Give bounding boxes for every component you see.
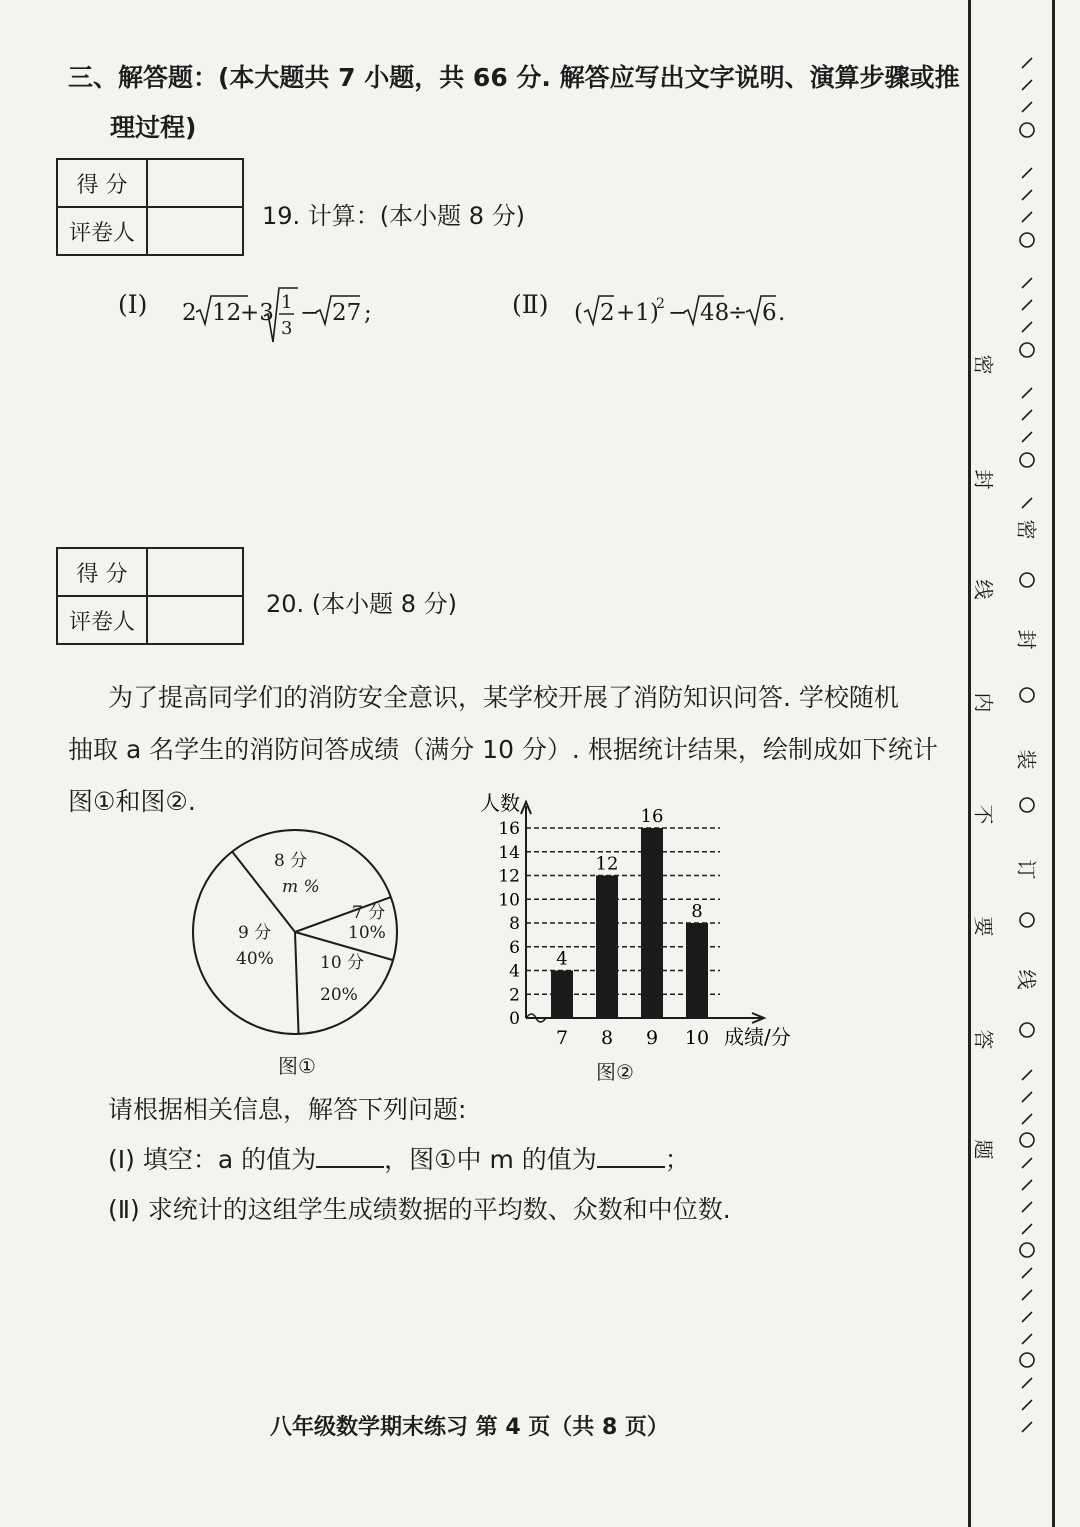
- grader-label: 评卷人: [57, 596, 147, 644]
- score-box-q20: [56, 547, 244, 645]
- bar-value-8: 12: [595, 853, 619, 875]
- binding-char-right-4: 线: [1014, 969, 1039, 990]
- binding-slash-8: [1022, 322, 1032, 332]
- ytick-16: 16: [498, 819, 520, 839]
- score-box-q19: [56, 158, 244, 256]
- binding-slash-6: [1022, 278, 1032, 288]
- part1-label: (Ⅰ): [118, 290, 148, 319]
- svg-text:−: −: [668, 300, 688, 326]
- binding-circle-10: [1020, 1243, 1034, 1257]
- bar-7: [551, 971, 573, 1019]
- score-cell[interactable]: [147, 548, 243, 596]
- binding-slash-7: [1022, 300, 1032, 310]
- ytick-0: 0: [509, 1009, 520, 1029]
- svg-text:+3: +3: [240, 300, 274, 326]
- binding-char-left-4: 不: [971, 804, 996, 825]
- bar-8: [596, 876, 618, 1019]
- binding-char-left-3: 内: [971, 692, 996, 713]
- svg-text:12: 12: [212, 300, 242, 326]
- binding-line-left: [968, 0, 971, 1527]
- svg-text:(: (: [574, 300, 583, 326]
- binding-char-right-2: 装: [1014, 749, 1039, 770]
- binding-slash-22: [1022, 1312, 1032, 1322]
- answer-blank-m[interactable]: [597, 1146, 665, 1168]
- binding-char-right-3: 订: [1014, 859, 1039, 880]
- binding-char-left-1: 封: [971, 469, 996, 490]
- binding-circle-3: [1020, 453, 1034, 467]
- binding-slash-23: [1022, 1334, 1032, 1344]
- binding-circle-8: [1020, 1023, 1034, 1037]
- ytick-14: 14: [498, 842, 520, 863]
- binding-char-left-2: 线: [971, 579, 996, 600]
- svg-text:1: 1: [281, 292, 293, 313]
- score-cell[interactable]: [147, 159, 243, 207]
- q20-para-line1: 为了提高同学们的消防安全意识，某学校开展了消防知识问答. 学校随机: [108, 683, 899, 712]
- svg-text:6: 6: [762, 300, 777, 326]
- binding-slash-19: [1022, 1224, 1032, 1234]
- binding-slash-25: [1022, 1400, 1032, 1410]
- bar-chart: [470, 786, 820, 1056]
- binding-slash-11: [1022, 432, 1032, 442]
- binding-char-left-5: 要: [971, 916, 996, 937]
- svg-text:3: 3: [281, 318, 293, 339]
- sub1-text-c: ；: [664, 1145, 690, 1174]
- binding-slash-15: [1022, 1114, 1032, 1124]
- binding-slash-4: [1022, 190, 1032, 200]
- binding-slash-10: [1022, 410, 1032, 420]
- grader-cell[interactable]: [147, 207, 243, 255]
- bar-axes: [498, 802, 764, 1049]
- bar-ylabel: 人数: [480, 791, 520, 815]
- xtick-7: 7: [555, 1027, 569, 1049]
- svg-text:2: 2: [656, 296, 665, 312]
- pie-caption: 图①: [278, 1054, 316, 1078]
- binding-char-right-0: 密: [1014, 519, 1039, 540]
- binding-circle-7: [1020, 913, 1034, 927]
- q20-para-line2: 抽取 a 名学生的消防问答成绩（满分 10 分）. 根据统计结果，绘制成如下统计: [68, 735, 938, 764]
- binding-slash-24: [1022, 1378, 1032, 1388]
- bar-xlabel: 成绩/分: [724, 1025, 791, 1049]
- q19-title: 19. 计算：(本小题 8 分): [262, 202, 526, 230]
- sub1-text-b: ，图①中 m 的值为: [384, 1145, 597, 1174]
- binding-slash-13: [1022, 1070, 1032, 1080]
- binding-circle-9: [1020, 1133, 1034, 1147]
- q19-part2-formula: [572, 282, 792, 342]
- page-footer: 八年级数学期末练习 第 4 页（共 8 页）: [270, 1415, 669, 1440]
- svg-text:+1): +1): [616, 300, 659, 326]
- pie-value-10: 20%: [320, 985, 358, 1005]
- pie-label-7: 7 分: [352, 903, 386, 923]
- pie-label-8: 8 分: [274, 851, 308, 871]
- binding-circle-4: [1020, 573, 1034, 587]
- binding-slash-3: [1022, 168, 1032, 178]
- binding-slash-9: [1022, 388, 1032, 398]
- svg-text:;: ;: [364, 300, 372, 326]
- bar-value-9: 16: [640, 806, 664, 827]
- xtick-9: 9: [645, 1027, 659, 1049]
- bar-value-10: 8: [691, 901, 703, 922]
- svg-text:−: −: [300, 300, 320, 326]
- pie-label-9: 9 分: [238, 923, 272, 943]
- q20-sub1: [108, 1140, 690, 1176]
- ytick-4: 4: [509, 961, 520, 982]
- binding-slash-2: [1022, 102, 1032, 112]
- binding-circle-2: [1020, 343, 1034, 357]
- binding-circle-11: [1020, 1353, 1034, 1367]
- section-title-cont: 理过程): [110, 113, 197, 142]
- binding-slash-26: [1022, 1422, 1032, 1432]
- binding-slash-21: [1022, 1290, 1032, 1300]
- q19-part2: [512, 290, 549, 319]
- xtick-8: 8: [600, 1027, 614, 1049]
- q20-sub2: (Ⅱ) 求统计的这组学生成绩数据的平均数、众数和中位数.: [108, 1195, 731, 1224]
- binding-slash-17: [1022, 1180, 1032, 1190]
- section-title: 三、解答题：(本大题共 7 小题，共 66 分. 解答应写出文字说明、演算步骤或推: [68, 63, 960, 92]
- binding-slash-16: [1022, 1158, 1032, 1168]
- binding-slash-5: [1022, 212, 1032, 222]
- svg-text:48: 48: [700, 300, 730, 326]
- pie-label-10: 10 分: [320, 953, 365, 973]
- grader-cell[interactable]: [147, 596, 243, 644]
- pie-value-8: m %: [282, 877, 320, 897]
- binding-line-right: [1052, 0, 1055, 1527]
- binding-dash-column: [1012, 50, 1042, 1450]
- ytick-10: 10: [498, 890, 520, 911]
- svg-text:2: 2: [600, 300, 615, 326]
- bar-marks: [551, 806, 708, 1018]
- score-label: 得 分: [57, 159, 147, 207]
- ytick-8: 8: [509, 914, 520, 934]
- svg-text:.: .: [778, 300, 786, 326]
- binding-circle-0: [1020, 123, 1034, 137]
- binding-char-left-0: 密: [971, 354, 996, 375]
- binding-slash-20: [1022, 1268, 1032, 1278]
- binding-slash-14: [1022, 1092, 1032, 1102]
- binding-circle-1: [1020, 233, 1034, 247]
- bar-9: [641, 828, 663, 1018]
- binding-slash-12: [1022, 498, 1032, 508]
- grader-label: 评卷人: [57, 207, 147, 255]
- binding-char-left-7: 题: [971, 1139, 996, 1160]
- binding-char-right-1: 封: [1014, 629, 1039, 650]
- q20-para-line3: 图①和图②.: [68, 787, 196, 816]
- binding-slash-0: [1022, 58, 1032, 68]
- svg-text:÷: ÷: [728, 300, 748, 326]
- answer-blank-a[interactable]: [316, 1146, 384, 1168]
- bar-10: [686, 923, 708, 1018]
- xtick-10: 10: [684, 1027, 710, 1049]
- sub1-text-a: (Ⅰ) 填空：a 的值为: [108, 1145, 317, 1174]
- score-label: 得 分: [57, 548, 147, 596]
- pie-value-7: 10%: [348, 923, 386, 943]
- binding-slash-18: [1022, 1202, 1032, 1212]
- binding-slash-1: [1022, 80, 1032, 90]
- q20-title: 20. (本小题 8 分): [266, 590, 458, 618]
- ytick-6: 6: [509, 937, 520, 958]
- ytick-2: 2: [509, 985, 520, 1006]
- pie-chart: [190, 820, 410, 1050]
- ytick-12: 12: [498, 866, 520, 887]
- bar-value-7: 4: [556, 948, 568, 970]
- binding-circle-6: [1020, 798, 1034, 812]
- q20-ask: 请根据相关信息，解答下列问题:: [108, 1095, 467, 1124]
- q19-part1-formula: [178, 282, 378, 348]
- bar-caption: 图②: [596, 1060, 634, 1084]
- part2-label: (Ⅱ): [512, 290, 549, 319]
- binding-circle-5: [1020, 688, 1034, 702]
- binding-char-left-6: 答: [971, 1029, 996, 1050]
- q19-part1: [118, 290, 147, 319]
- svg-text:2: 2: [182, 300, 197, 326]
- pie-slice-divider-3: [295, 932, 299, 1034]
- pie-value-9: 40%: [236, 949, 274, 969]
- svg-text:27: 27: [332, 300, 362, 326]
